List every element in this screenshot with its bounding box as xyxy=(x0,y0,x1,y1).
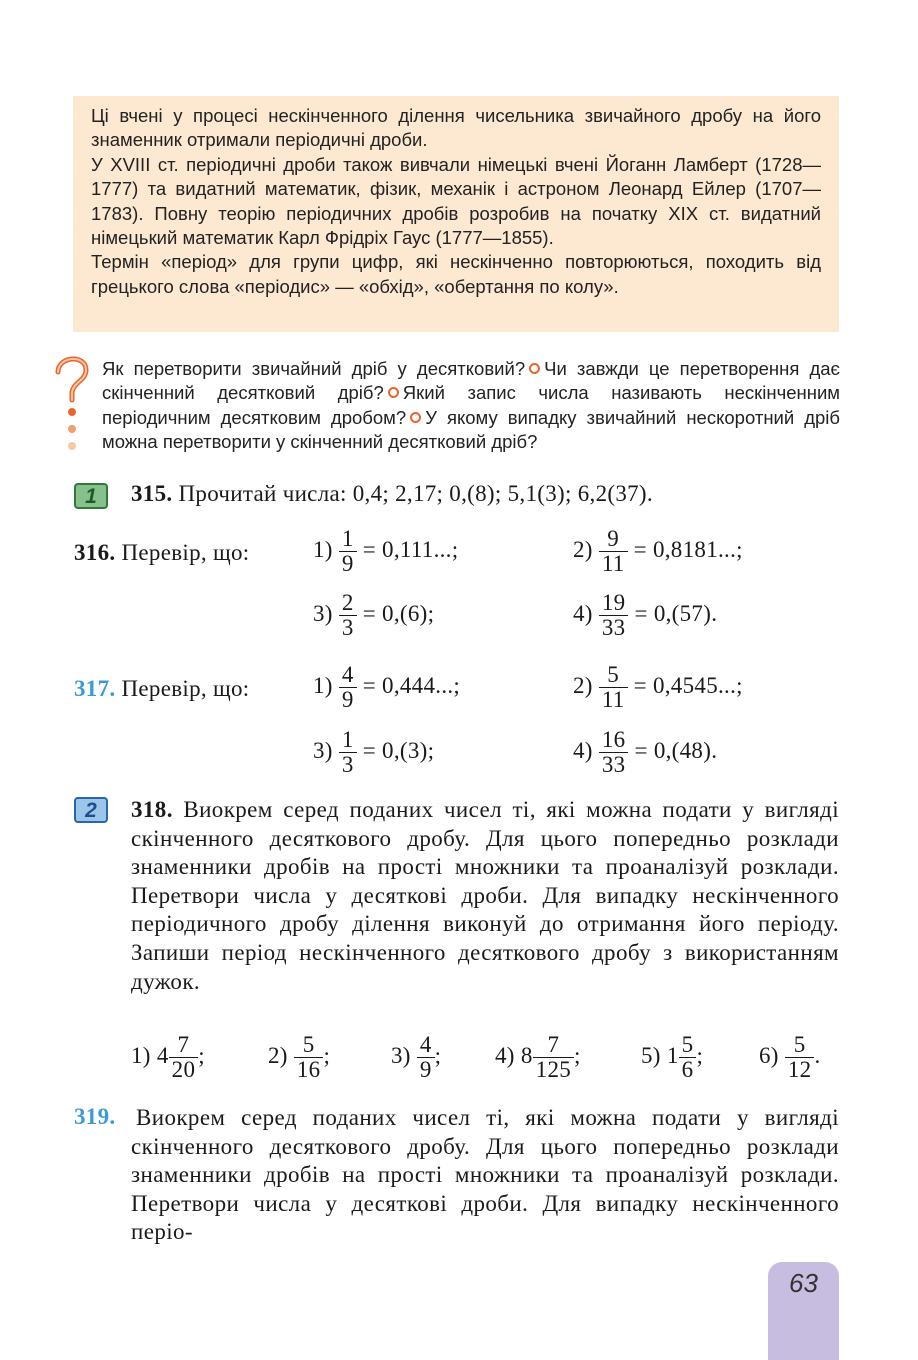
fraction xyxy=(339,728,357,777)
exercise-text: Виокрем серед поданих чисел ті, які можна подати у вигляді скінченного десяткового дробу. Для цього попередньо розклади знаменники дробів на прості множники та проаналізуй розклади. Перетвори числа у десяткові дроби. Для випадку нескінченного періо- xyxy=(131,1105,839,1245)
fraction xyxy=(417,1033,435,1082)
review-questions xyxy=(102,357,840,455)
item-index: 4) xyxy=(495,1042,515,1068)
exercise-317-item-1 xyxy=(313,663,460,712)
denominator: 9 xyxy=(341,551,354,576)
question-2: Чи завжди це перетворення дає скінченний десятковий дріб? xyxy=(102,358,840,404)
item-index: 2) xyxy=(573,536,593,562)
denominator: 9 xyxy=(341,687,354,712)
history-paragraph-1: Ці вчені у процесі нескінченного ділення чисельника звичайного дробу на його знаменник отримали періодичні дроби. xyxy=(91,105,821,151)
denominator: 11 xyxy=(601,687,625,712)
whole-part: 1 xyxy=(666,1042,679,1068)
numerator: 7 xyxy=(169,1033,199,1058)
numerator: 19 xyxy=(599,591,629,616)
exercise-318-item-1 xyxy=(131,1033,205,1082)
item-index: 1) xyxy=(131,1042,151,1068)
item-separator: ; xyxy=(323,1042,331,1068)
bullet-circle-icon xyxy=(388,387,399,398)
numerator: 5 xyxy=(599,663,628,688)
item-value: = 0,444...; xyxy=(362,672,461,698)
exercise-318-item-2 xyxy=(268,1033,330,1082)
denominator: 16 xyxy=(296,1057,321,1082)
denominator: 12 xyxy=(787,1057,812,1082)
item-index: 4) xyxy=(573,737,593,763)
fraction xyxy=(599,663,628,712)
exercise-316-item-3 xyxy=(313,591,434,640)
exercise-317-item-4 xyxy=(573,728,717,777)
exercise-text: Виокрем серед поданих чисел ті, які можна подати у вигляді скінченного десяткового дробу. Для цього попередньо розклади знаменники дробів на прості множники та проаналізуй розклади. Перетвори числа у десяткові дроби. Для випадку нескінченного періодичного дробу ділення виконуй до отримання його періоду. Запиши період нескінченного десяткового дробу з використанням дужок. xyxy=(131,797,839,994)
item-separator: ; xyxy=(198,1042,205,1068)
exercise-number: 317. xyxy=(74,676,116,701)
question-3: Який запис числа називають нескінченним періодичним десятковим дробом? xyxy=(102,382,840,428)
numerator: 5 xyxy=(679,1033,697,1058)
fraction xyxy=(533,1033,574,1082)
numerator: 5 xyxy=(785,1033,815,1058)
bullet-circle-icon xyxy=(529,363,540,374)
item-index: 3) xyxy=(313,737,333,763)
exercise-319-number xyxy=(74,1104,115,1130)
numerator: 1 xyxy=(339,728,357,753)
exercise-318-item-4 xyxy=(495,1033,581,1082)
exercise-317-item-2 xyxy=(573,663,743,712)
denominator: 33 xyxy=(601,752,626,777)
denominator: 33 xyxy=(601,615,626,640)
item-separator: ; xyxy=(574,1042,581,1068)
denominator: 11 xyxy=(601,551,625,576)
fraction xyxy=(599,591,629,640)
numerator: 2 xyxy=(339,591,357,616)
numerator: 16 xyxy=(599,728,629,753)
numerator: 9 xyxy=(599,527,628,552)
question-1: Як перетворити звичайний дріб у десятковий? xyxy=(102,358,526,379)
fraction xyxy=(169,1033,199,1082)
item-index: 4) xyxy=(573,600,593,626)
exercise-316-header xyxy=(74,540,250,566)
denominator: 9 xyxy=(419,1057,432,1082)
exercise-317-item-3 xyxy=(313,728,434,777)
exercise-317-header xyxy=(74,676,250,702)
fraction xyxy=(599,527,628,576)
bullet-circle-icon xyxy=(410,412,421,423)
fraction xyxy=(679,1033,697,1082)
item-value: = 0,8181...; xyxy=(633,536,743,562)
exercise-318-item-5 xyxy=(641,1033,703,1082)
item-index: 1) xyxy=(313,672,333,698)
exercise-316-item-4 xyxy=(573,591,717,640)
exercise-text: Прочитай числа: 0,4; 2,17; 0,(8); 5,1(3); 6,2(37). xyxy=(178,481,653,506)
item-value: = 0,(57). xyxy=(634,600,718,626)
item-index: 5) xyxy=(641,1042,661,1068)
denominator: 20 xyxy=(171,1057,196,1082)
exercise-318-item-6 xyxy=(759,1033,821,1082)
exercise-number: 315. xyxy=(131,481,173,506)
numerator: 4 xyxy=(417,1033,435,1058)
item-value: = 0,111...; xyxy=(362,536,459,562)
page-number: 63 xyxy=(789,1268,818,1298)
level-1-badge: 1 xyxy=(74,483,108,509)
item-index: 3) xyxy=(391,1042,411,1068)
numerator: 7 xyxy=(533,1033,574,1058)
whole-part: 4 xyxy=(156,1042,169,1068)
item-separator: ; xyxy=(434,1042,442,1068)
item-index: 2) xyxy=(268,1042,288,1068)
exercise-number: 318. xyxy=(131,797,173,822)
question-4: У якому випадку звичайний нескоротний дріб можна перетворити у скінченний десятковий дріб? xyxy=(102,406,840,453)
item-index: 6) xyxy=(759,1042,779,1068)
denominator: 125 xyxy=(535,1057,572,1082)
fraction xyxy=(599,728,629,777)
fraction xyxy=(294,1033,324,1082)
exercise-lead: Перевір, що: xyxy=(121,676,250,701)
item-separator: . xyxy=(814,1042,821,1068)
numerator: 1 xyxy=(339,527,357,552)
denominator: 6 xyxy=(681,1057,694,1082)
denominator: 3 xyxy=(341,752,354,777)
exercise-316-item-2 xyxy=(573,527,743,576)
item-value: = 0,4545...; xyxy=(633,672,743,698)
exercise-318-item-3 xyxy=(391,1033,441,1082)
fraction xyxy=(785,1033,815,1082)
level-2-badge: 2 xyxy=(74,797,108,823)
history-note-box xyxy=(73,96,839,332)
exercise-318 xyxy=(131,796,839,996)
item-value: = 0,(3); xyxy=(362,737,435,763)
fraction xyxy=(339,527,357,576)
exercise-319 xyxy=(131,1104,839,1247)
exercise-lead: Перевір, що: xyxy=(121,540,250,565)
item-index: 3) xyxy=(313,600,333,626)
item-value: = 0,(6); xyxy=(362,600,435,626)
item-index: 2) xyxy=(573,672,593,698)
whole-part: 8 xyxy=(520,1042,533,1068)
exercise-316-item-1 xyxy=(313,527,458,576)
denominator: 3 xyxy=(341,615,354,640)
exercise-number: 316. xyxy=(74,540,116,565)
exercise-number: 319. xyxy=(74,1104,116,1129)
item-separator: ; xyxy=(696,1042,704,1068)
history-paragraph-2: У XVIII ст. періодичні дроби також вивчали німецькі вчені Йоганн Ламберт (1728—1777) та видатний математик, фізик, механік і астроном Леонард Ейлер (1707—1783). Повну теорію періодичних дробів розробив на початку XIX ст. видатний німецький математик Карл Фрідріх Гаус (1777—1855). xyxy=(91,153,821,249)
exercise-315 xyxy=(131,481,653,507)
numerator: 4 xyxy=(339,663,357,688)
item-index: 1) xyxy=(313,536,333,562)
numerator: 5 xyxy=(294,1033,324,1058)
question-mark-icon xyxy=(52,350,92,460)
item-value: = 0,(48). xyxy=(634,737,718,763)
fraction xyxy=(339,591,357,640)
fraction xyxy=(339,663,357,712)
history-paragraph-3: Термін «період» для групи цифр, які нескінченно повторюються, походить від грецького слова «періодис» — «обхід», «обертання по колу». xyxy=(91,251,821,297)
